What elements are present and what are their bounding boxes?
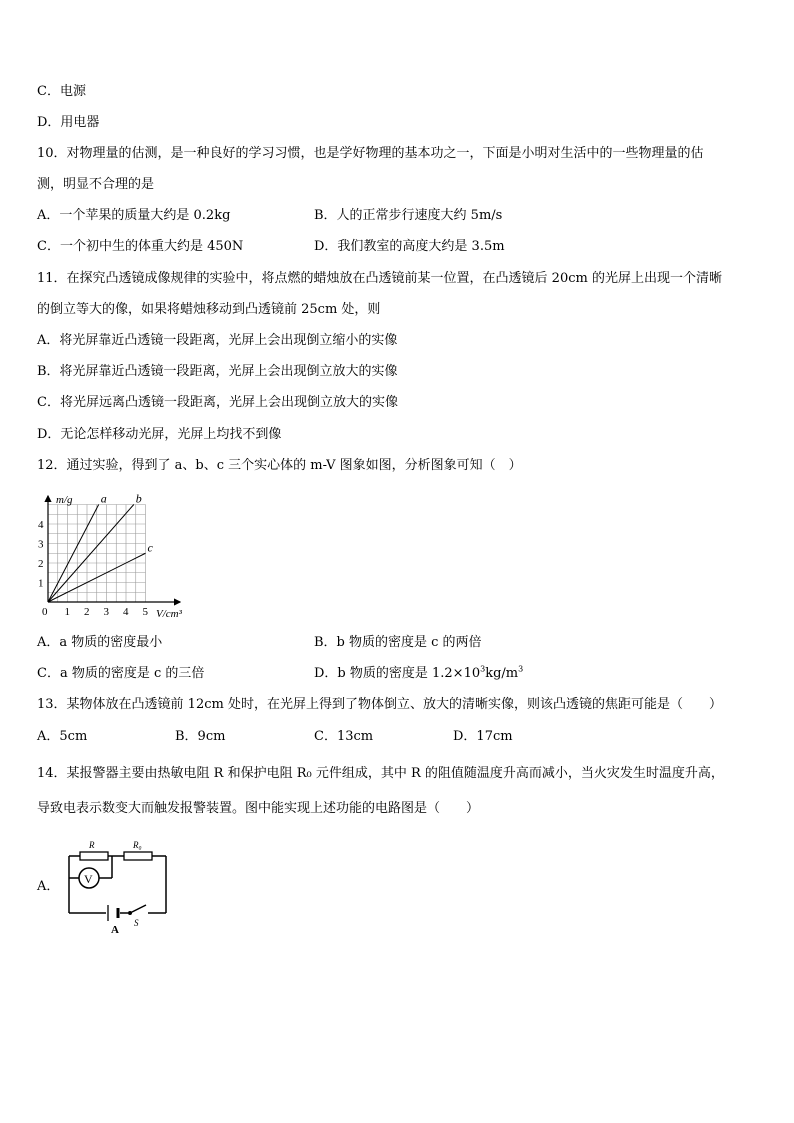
series-label-c: c bbox=[147, 540, 153, 555]
q10-stem-line1: 10．对物理量的估测，是一种良好的学习习惯，也是学好物理的基本功之一，下面是小明对生活中的一些物理量的估 bbox=[37, 146, 704, 161]
x-tick-label: 3 bbox=[103, 606, 109, 618]
voltmeter-label: V bbox=[84, 872, 93, 886]
q13-option-b: B．9cm bbox=[175, 729, 226, 744]
q9-option-c: C．电源 bbox=[37, 84, 86, 99]
q11-option-c: C．将光屏远离凸透镜一段距离，光屏上会出现倒立放大的实像 bbox=[37, 395, 398, 410]
resistor-r0 bbox=[124, 852, 152, 860]
q9-option-d: D．用电器 bbox=[37, 115, 100, 130]
q11-option-d: D．无论怎样移动光屏，光屏上均找不到像 bbox=[37, 427, 282, 442]
q12-option-b: B．b 物质的密度是 c 的两倍 bbox=[314, 635, 482, 650]
q14-option-a-label: A． bbox=[37, 879, 60, 894]
y-axis-label: m/g bbox=[56, 494, 73, 506]
resistor-r0-label: R₀ bbox=[133, 840, 142, 850]
q11-stem-line1: 11．在探究凸透镜成像规律的实验中，将点燃的蜡烛放在凸透镜前某一位置，在凸透镜后 20cm 的光屏上出现一个清晰 bbox=[37, 271, 722, 286]
switch-label: S bbox=[134, 918, 139, 928]
y-tick-label: 1 bbox=[38, 577, 44, 590]
y-tick-label: 2 bbox=[38, 558, 44, 570]
y-tick-label: 3 bbox=[38, 538, 44, 551]
q14-stem-line2: 导致电表示数变大而触发报警装置。图中能实现上述功能的电路图是（ ） bbox=[37, 801, 480, 816]
q11-option-a: A．将光屏靠近凸透镜一段距离，光屏上会出现倒立缩小的实像 bbox=[37, 333, 398, 348]
x-tick-label: 5 bbox=[142, 606, 148, 618]
x-tick-label: 4 bbox=[123, 606, 129, 618]
q11-stem-line2: 的倒立等大的像，如果将蜡烛移动到凸透镜前 25cm 处，则 bbox=[37, 302, 381, 317]
q10-option-a: A．一个苹果的质量大约是 0.2kg bbox=[37, 208, 231, 223]
q12-option-a: A．a 物质的密度最小 bbox=[37, 635, 163, 650]
y-tick-label: 4 bbox=[38, 519, 44, 531]
q13-option-a: A．5cm bbox=[37, 729, 88, 744]
q12-stem-line1: 12．通过实验，得到了 a、b、c 三个实心体的 m-V 图象如图，分析图象可知（ ） bbox=[37, 458, 522, 473]
x-axis-label: V/cm³ bbox=[156, 608, 182, 620]
mv-graph bbox=[30, 488, 200, 622]
q13-option-d: D．17cm bbox=[453, 729, 513, 744]
q13-option-c: C．13cm bbox=[314, 729, 374, 744]
q10-option-c: C．一个初中生的体重大约是 450N bbox=[37, 239, 244, 254]
battery-label: A bbox=[111, 924, 119, 936]
series-label-a: a bbox=[100, 491, 107, 506]
chart-grid bbox=[48, 505, 146, 603]
resistor-r-label: R bbox=[89, 840, 95, 850]
q12-option-d: D．b 物质的密度是 $1.2\times 10^3kg/m^3$ bbox=[314, 664, 524, 681]
series-label-b: b bbox=[135, 491, 142, 506]
q10-option-d: D．我们教室的高度大约是 3.5m bbox=[314, 239, 505, 254]
q10-option-b: B．人的正常步行速度大约 5m/s bbox=[314, 208, 503, 223]
q11-option-b: B．将光屏靠近凸透镜一段距离，光屏上会出现倒立放大的实像 bbox=[37, 364, 398, 379]
circuit-diagram-a bbox=[62, 836, 174, 938]
q13-stem-line1: 13．某物体放在凸透镜前 12cm 处时，在光屏上得到了物体倒立、放大的清晰实像，则该凸透镜的焦距可能是（ ） bbox=[37, 697, 722, 712]
resistor-r bbox=[80, 852, 108, 860]
q10-stem-line2: 测，明显不合理的是 bbox=[37, 177, 155, 192]
q14-stem-line1: 14．某报警器主要由热敏电阻 R 和保护电阻 R₀ 元件组成，其中 R 的阻值随温度升高而减小，当火灾发生时温度升高， bbox=[37, 766, 724, 781]
x-tick-label: 2 bbox=[84, 606, 90, 618]
switch-blade bbox=[130, 905, 146, 913]
x-tick-label: 1 bbox=[64, 606, 70, 618]
q12-option-c: C．a 物质的密度是 c 的三倍 bbox=[37, 666, 205, 681]
origin-label: 0 bbox=[42, 606, 48, 618]
